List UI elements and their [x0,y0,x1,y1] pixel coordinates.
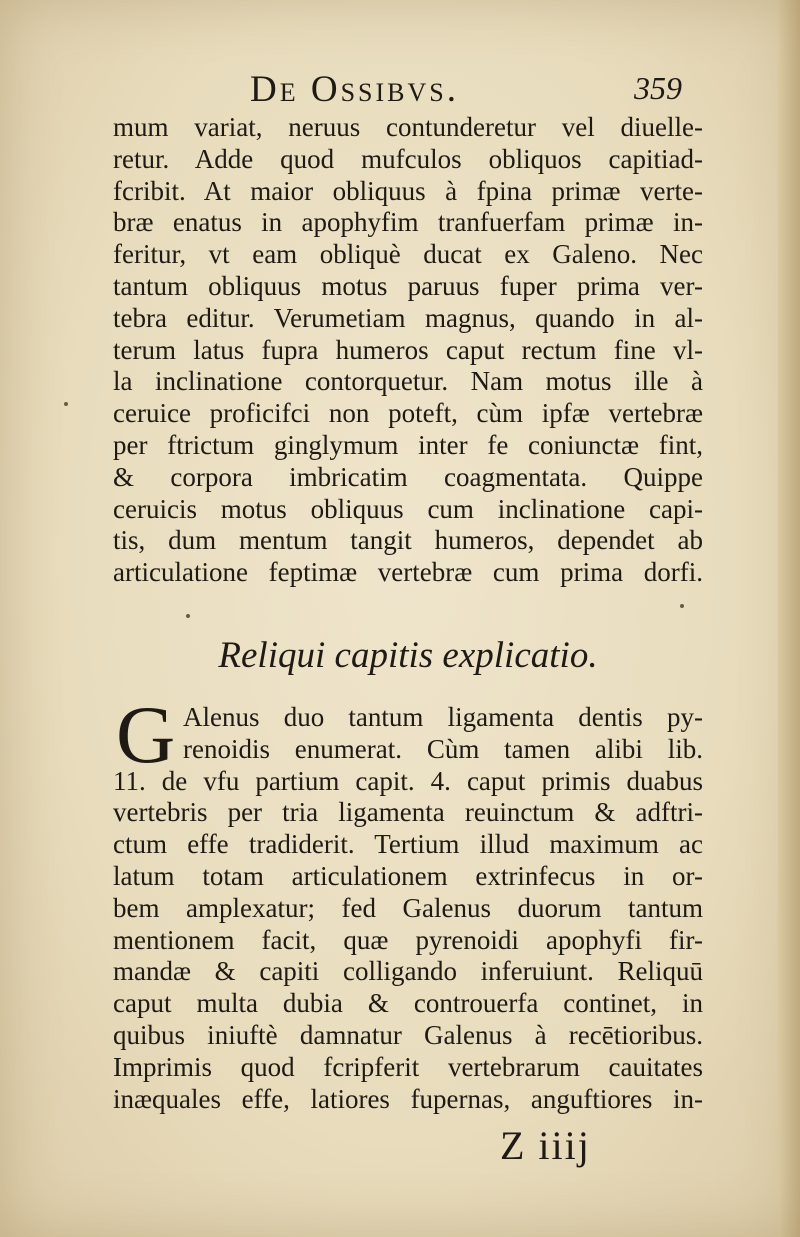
running-head: De Ossibvs. [250,69,459,110]
text-line: la inclinatione contorquetur. Nam motus ille à [113,366,703,397]
text-line: bræ enatus in apophyfim tranfuerfam primæ in- [113,207,703,238]
ink-speck [186,614,190,618]
text-line: bem amplexatur; fed Galenus duorum tantum [113,892,703,923]
paragraph-2 [113,689,703,1115]
text-line: mentionem facit, quæ pyrenoidi apophyfi fir- [113,924,703,955]
text-line: tis, dum mentum tangit humeros, dependet ab [113,525,703,556]
text-line: Alenus duo tantum ligamenta dentis py- [183,702,703,732]
text-line: retur. Adde quod mufculos obliquos capitiad- [113,143,703,174]
text-line: ceruicis motus obliquus cum inclinatione capi- [113,493,703,524]
signature-mark: Z iiij [500,1123,591,1168]
page-number: 359 [634,70,682,106]
text-line: per ftrictum ginglymum inter fe coniunctæ fint, [113,429,703,460]
text-line: fcribit. At maior obliquus à fpina primæ verte- [113,175,703,206]
ink-speck [680,604,684,608]
text-line: articulatione feptimæ vertebræ cum prima dorfi. [113,557,703,588]
text-line: tantum obliquus motus paruus fuper prima ver- [113,270,703,301]
drop-cap: G [116,689,176,780]
text-line: ceruice proficifci non poteft, cùm ipfæ vertebræ [113,398,703,429]
text-line: renoidis enumerat. Cùm tamen alibi lib. [183,733,703,764]
text-line: Imprimis quod fcripferit vertebrarum cauitates [113,1051,703,1082]
text-line: mandæ & capiti colligando inferuiunt. Reliquū [113,956,703,987]
ink-speck [64,402,68,406]
text-line: terum latus fupra humeros caput rectum fine vl- [113,334,703,365]
text-line: tebra editur. Verumetiam magnus, quando in al- [113,302,703,333]
page-edge [778,0,800,1237]
text-line: quibus iniuftè damnatur Galenus à recētioribus. [113,1019,703,1050]
text-line: feritur, vt eam obliquè ducat ex Galeno. Nec [113,239,703,270]
paragraph-1 [113,112,703,589]
text-line: & corpora imbricatim coagmentata. Quippe [113,461,703,492]
text-line: latum totam articulationem extrinfecus in or- [113,860,703,891]
text-line: 11. de vfu partium capit. 4. caput primis duabus [113,765,703,796]
section-title: Reliqui capitis explicatio. [218,635,598,676]
text-line: inæquales effe, latiores fupernas, anguftiores in- [113,1083,703,1114]
text-line: caput multa dubia & controuerfa continet, in [113,988,703,1019]
text-line: mum variat, neruus contunderetur vel diuelle- [113,112,703,142]
text-line: ctum effe tradiderit. Tertium illud maximum ac [113,829,703,860]
page-header [110,68,700,118]
text-line: vertebris per tria ligamenta reuinctum & adftri- [113,797,703,828]
